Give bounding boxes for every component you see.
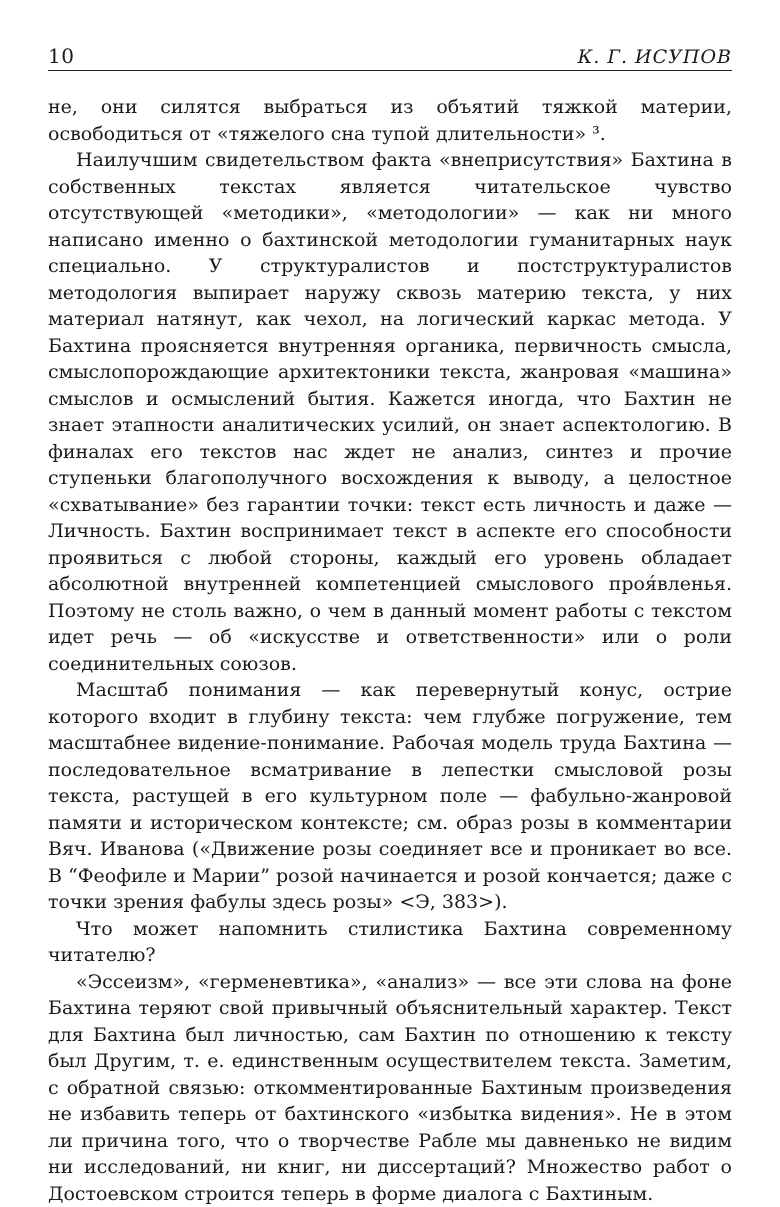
paragraph-continuation: не, они силятся выбраться из объятий тяжкой материи, освободиться от «тяжелого сна тупой длительности» ³.: [48, 94, 732, 147]
book-page: [48, 40, 732, 1207]
running-head-author: К. Г. ИСУПОВ: [578, 46, 732, 68]
page-number: 10: [48, 44, 74, 68]
body-text: [48, 94, 732, 1207]
paragraph: Наилучшим свидетельством факта «внеприсутствия» Бахтина в собственных текстах является читательское чувство отсутствующей «методики», «методологии» — как ни много написано именно о бахтинской методологии гуманитарных наук специально. У структуралистов и постструктуралистов методология выпирает наружу сквозь материю текста, у них материал натянут, как чехол, на логический каркас метода. У Бахтина проясняется внутренняя органика, первичность смысла, смыслопорождающие архитектоники текста, жанровая «машина» смыслов и осмыслений бытия. Кажется иногда, что Бахтин не знает этапности аналитических усилий, он знает аспектологию. В финалах его текстов нас ждет не анализ, синтез и прочие ступеньки благополучного восхождения к выводу, а целостное «схватывание» без гарантии точки: текст есть личность и даже — Личность. Бахтин воспринимает текст в аспекте его способности проявиться с любой стороны, каждый его уровень обладает абсолютной внутренней компетенцией смыслового проя́вленья. Поэтому не столь важно, о чем в данный момент работы с текстом идет речь — об «искусстве и ответственности» или о роли соединительных союзов.: [48, 147, 732, 677]
paragraph: Масштаб понимания — как перевернутый конус, острие которого входит в глубину текста: чем глубже погружение, тем масштабнее видение-понимание. Рабочая модель труда Бахтина — последовательное всматривание в лепестки смысловой розы текста, растущей в его культурном поле — фабульно-жанровой памяти и историческом контексте; см. образ розы в комментарии Вяч. Иванова («Движение розы соединяет все и проникает во все. В “Феофиле и Марии” розой начинается и розой кончается; даже с точки зрения фабулы здесь розы» <Э, 383>).: [48, 677, 732, 916]
page-header: [48, 40, 732, 71]
paragraph: «Эссеизм», «герменевтика», «анализ» — все эти слова на фоне Бахтина теряют свой привычный объяснительный характер. Текст для Бахтина был личностью, сам Бахтин по отношению к тексту был Другим, т. е. единственным осуществителем текста. Заметим, с обратной связью: откомментированные Бахтиным произведения не избавить теперь от бахтинского «избытка видения». Не в этом ли причина того, что о творчестве Рабле мы давненько не видим ни исследований, ни книг, ни диссертаций? Множество работ о Достоевском строится теперь в форме диалога с Бахтиным.: [48, 969, 732, 1207]
paragraph: Что может напомнить стилистика Бахтина современному читателю?: [48, 916, 732, 969]
